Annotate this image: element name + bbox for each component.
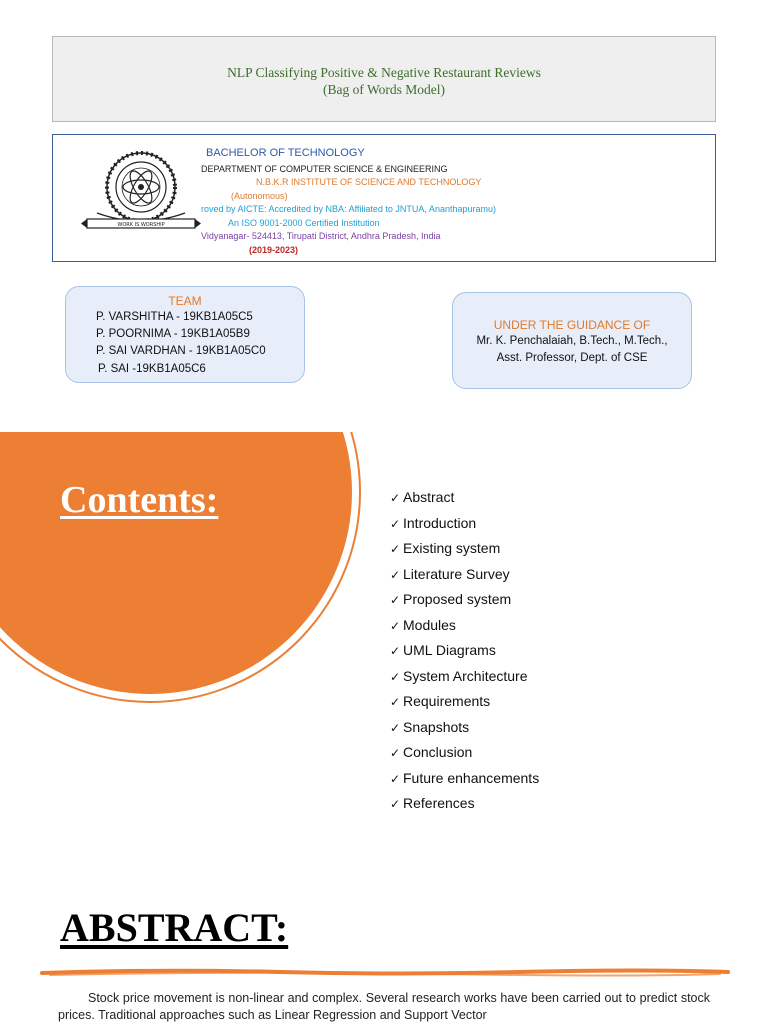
college-logo-icon [81,149,201,235]
list-item: ✓ Conclusion [390,744,473,760]
team-member: P. POORNIMA - 19KB1A05B9 [96,328,250,340]
address-label: Vidyanagar- 524413, Tirupati District, Andhra Pradesh, India [201,231,441,241]
list-item: ✓ Literature Survey [390,565,510,582]
check-icon: ✓ [390,593,401,607]
batch-years: (2019-2023) [249,245,299,255]
guide-name: Mr. K. Penchalaiah, B.Tech., M.Tech., [476,335,668,347]
list-item: ✓ Requirements [390,693,491,709]
logo-motto: WORK IS WORSHIP [117,222,165,228]
guidance-panel [452,292,692,389]
guide-designation: Asst. Professor, Dept. of CSE [496,352,648,364]
team-member: P. SAI -19KB1A05C6 [98,363,206,375]
check-icon: ✓ [390,797,401,811]
autonomous-label: (Autonomous) [231,191,288,201]
check-icon: ✓ [390,567,401,582]
check-icon: ✓ [390,720,401,735]
team-panel [65,286,305,383]
check-icon: ✓ [390,491,401,505]
check-icon: ✓ [390,695,401,709]
list-item: ✓ UML Diagrams [390,642,496,658]
contents-list [390,489,539,821]
list-item: ✓ Proposed system [390,591,512,607]
list-item: ✓ System Architecture [390,667,528,684]
orange-circle-decoration [0,432,380,712]
department-label: DEPARTMENT OF COMPUTER SCIENCE & ENGINEERING [201,164,448,174]
guidance-title: UNDER THE GUIDANCE OF [493,318,651,332]
check-icon: ✓ [390,644,401,658]
list-item: ✓ Existing system [390,540,501,556]
abstract-heading: ABSTRACT: [60,905,289,950]
check-icon: ✓ [390,669,401,684]
institution-header [52,134,716,262]
list-item: ✓ Future enhancements [390,769,540,786]
list-item: ✓ References [390,795,475,811]
iso-label: An ISO 9001-2000 Certified Institution [228,218,380,228]
team-member: P. VARSHITHA - 19KB1A05C5 [96,311,253,323]
list-item: ✓ Abstract [390,489,455,505]
college-name: N.B.K.R INSTITUTE OF SCIENCE AND TECHNOLOGY [256,177,482,187]
brush-stroke-divider [40,966,730,980]
check-icon: ✓ [390,542,401,556]
project-title: NLP Classifying Positive & Negative Restaurant Reviews [227,65,541,80]
degree-label: BACHELOR OF TECHNOLOGY [206,147,365,159]
title-box [52,36,716,122]
check-icon: ✓ [390,771,401,786]
abstract-text: Stock price movement is non-linear and complex. Several research works have been carried out to predict stock prices. Traditional approaches such as Linear Regression and Support Vector [58,991,710,1022]
team-title: TEAM [168,294,202,308]
team-member: P. SAI VARDHAN - 19KB1A05C0 [96,345,266,357]
check-icon: ✓ [390,746,401,760]
contents-heading: Contents: [60,479,219,521]
list-item: ✓ Modules [390,616,456,633]
check-icon: ✓ [390,516,401,531]
project-subtitle: (Bag of Words Model) [322,82,446,97]
approval-label: roved by AICTE: Accredited by NBA: Affiliated to JNTUA, Ananthapuramu) [201,204,496,214]
list-item: ✓ Snapshots [390,718,470,735]
list-item: ✓ Introduction [390,514,477,531]
check-icon: ✓ [390,618,401,633]
